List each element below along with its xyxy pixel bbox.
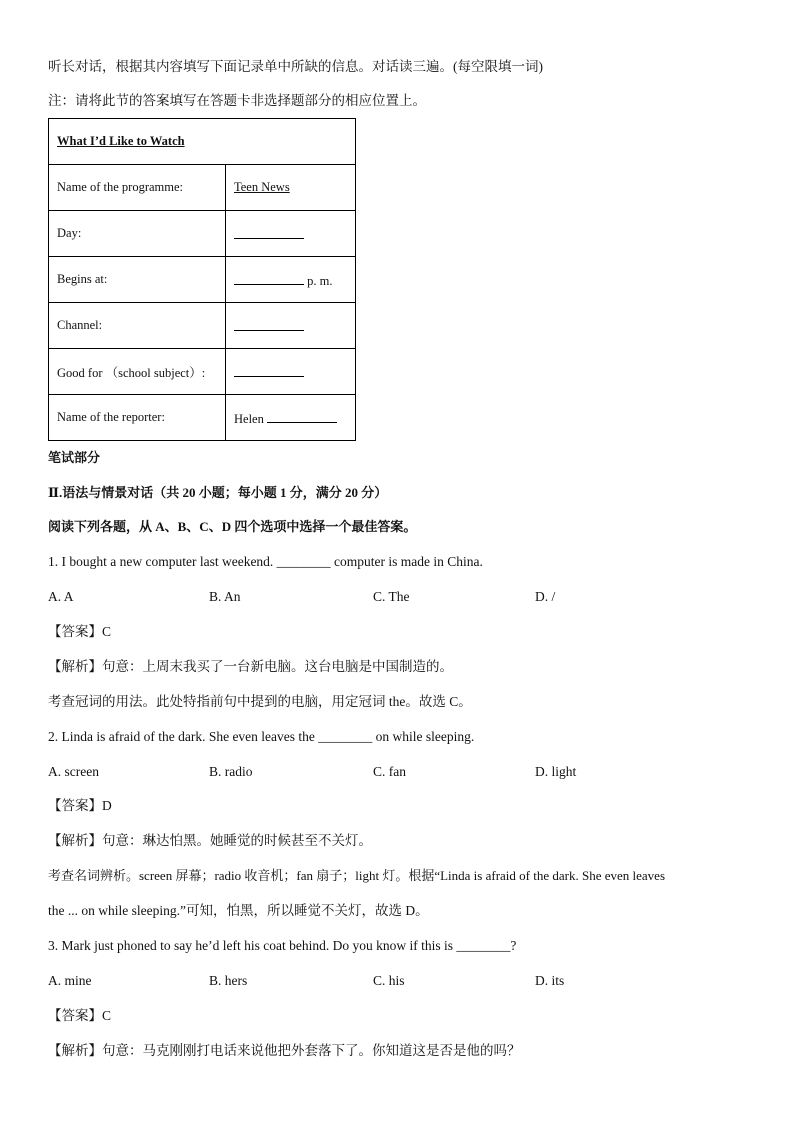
option-c: C. The bbox=[373, 589, 410, 604]
form-value bbox=[226, 395, 356, 441]
question-stem: 2. Linda is afraid of the dark. She even leaves the ________ on while sleeping. bbox=[48, 729, 475, 744]
option-a: A. mine bbox=[48, 973, 92, 988]
answer-blank[interactable] bbox=[234, 225, 304, 239]
analysis-line: 【解析】句意：琳达怕黑。她睡觉的时候甚至不关灯。 bbox=[48, 833, 372, 848]
form-label: Name of the programme: bbox=[49, 165, 226, 211]
answer-blank[interactable] bbox=[267, 409, 337, 423]
instruction-line-1: 听长对话，根据其内容填写下面记录单中所缺的信息。对话读三遍。(每空限填一词) bbox=[48, 59, 543, 74]
form-row bbox=[49, 303, 356, 349]
form-value bbox=[226, 349, 356, 395]
record-form-table bbox=[48, 118, 356, 441]
reporter-first-name: Helen bbox=[234, 411, 264, 426]
answer-blank[interactable] bbox=[234, 271, 304, 285]
form-row bbox=[49, 395, 356, 441]
form-label: Name of the reporter: bbox=[49, 395, 226, 441]
form-title-row bbox=[49, 119, 356, 165]
option-b: B. hers bbox=[209, 973, 248, 988]
option-a: A. A bbox=[48, 589, 74, 604]
option-d: D. / bbox=[535, 589, 556, 604]
question-stem: 3. Mark just phoned to say he’d left his coat behind. Do you know if this is ________? bbox=[48, 938, 517, 953]
form-value bbox=[226, 303, 356, 349]
part-heading: Ⅱ.语法与情景对话（共 20 小题；每小题 1 分，满分 20 分） bbox=[48, 485, 388, 500]
analysis-line: 【解析】句意：马克刚刚打电话来说他把外套落下了。你知道这是否是他的吗？ bbox=[48, 1043, 521, 1058]
option-c: C. fan bbox=[373, 764, 406, 779]
answer-label: 【答案】D bbox=[48, 798, 112, 813]
form-row bbox=[49, 349, 356, 395]
form-value bbox=[226, 257, 356, 303]
analysis-line: 考查冠词的用法。此处特指前句中提到的电脑，用定冠词 the。故选 C。 bbox=[48, 694, 472, 709]
form-title-text: What I’d Like to Watch bbox=[57, 134, 185, 148]
form-row bbox=[49, 165, 356, 211]
answer-label: 【答案】C bbox=[48, 624, 112, 639]
question-stem: 1. I bought a new computer last weekend. ________ computer is made in China. bbox=[48, 554, 483, 569]
option-c: C. his bbox=[373, 973, 405, 988]
programme-name: Teen News bbox=[234, 180, 290, 194]
analysis-line: the ... on while sleeping.”可知，怕黑，所以睡觉不关灯，故选 D。 bbox=[48, 903, 429, 918]
answer-label: 【答案】C bbox=[48, 1008, 112, 1023]
option-d: D. its bbox=[535, 973, 565, 988]
option-a: A. screen bbox=[48, 764, 99, 779]
form-title bbox=[49, 119, 356, 165]
instruction-line-2: 注：请将此节的答案填写在答题卡非选择题部分的相应位置上。 bbox=[48, 93, 426, 108]
form-label: Good for （school subject）: bbox=[49, 349, 226, 395]
directions-text: 阅读下列各题，从 A、B、C、D 四个选项中选择一个最佳答案。 bbox=[48, 519, 417, 534]
form-row bbox=[49, 257, 356, 303]
time-suffix: p. m. bbox=[307, 273, 333, 288]
answer-blank[interactable] bbox=[234, 317, 304, 331]
option-d: D. light bbox=[535, 764, 577, 779]
option-b: B. An bbox=[209, 589, 241, 604]
form-row bbox=[49, 211, 356, 257]
form-value bbox=[226, 165, 356, 211]
form-label: Day: bbox=[49, 211, 226, 257]
form-label: Channel: bbox=[49, 303, 226, 349]
form-label: Begins at: bbox=[49, 257, 226, 303]
analysis-line: 【解析】句意：上周末我买了一台新电脑。这台电脑是中国制造的。 bbox=[48, 659, 453, 674]
answer-blank[interactable] bbox=[234, 363, 304, 377]
option-b: B. radio bbox=[209, 764, 253, 779]
analysis-line: 考查名词辨析。screen 屏幕；radio 收音机；fan 扇子；light 灯。根据“Linda is afraid of the dark. She even leaves bbox=[48, 868, 665, 883]
form-value bbox=[226, 211, 356, 257]
written-section-heading: 笔试部分 bbox=[48, 450, 101, 465]
